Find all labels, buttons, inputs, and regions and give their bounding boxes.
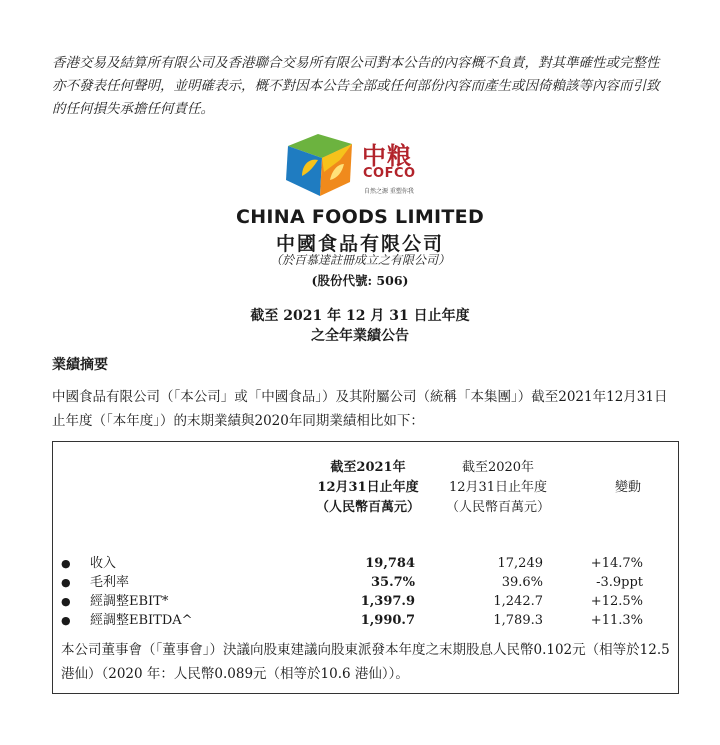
header-current-year (308, 458, 428, 518)
header-previous-line1: 截至2020年 (461, 460, 535, 475)
table-row (53, 592, 680, 612)
row-label: 經調整EBIT* (90, 594, 169, 609)
header-change: 變動 (614, 480, 641, 495)
disclaimer: 香港交易及結算所有限公司及香港聯合交易所有限公司對本公告的內容概不負責，對其準確性或完整性亦不發表任何聲明，並明確表示，概不對因本公告全部或任何部份內容而產生或因倚賴該等內容而引致的任何損失承擔任何責任。 (52, 55, 660, 117)
header-current-line3: （人民幣百萬元） (315, 500, 420, 515)
value-current: 19,784 (365, 556, 415, 571)
value-current: 1,397.9 (360, 594, 415, 609)
stock-code: (股份代號: 506) (311, 273, 409, 288)
value-previous: 1,789.3 (493, 613, 543, 628)
announcement-title-line1: 截至 2021 年 12 月 31 日止年度 (250, 308, 470, 324)
header-current-line2: 12月31日止年度 (317, 480, 419, 495)
bullet: ● (61, 576, 71, 589)
bullet: ● (61, 595, 71, 608)
row-label: 收入 (90, 556, 117, 571)
table-row (53, 554, 680, 574)
bullet: ● (61, 557, 71, 570)
value-current: 1,990.7 (360, 613, 415, 628)
header-previous-line3: （人民幣百萬元） (445, 500, 550, 515)
row-label: 毛利率 (90, 575, 130, 590)
header-previous-year (438, 458, 558, 518)
value-previous: 39.6% (501, 575, 543, 590)
company-name-zh: 中國食品有限公司 (275, 233, 444, 255)
header-current-line1: 截至2021年 (330, 460, 406, 475)
incorporation-note: （於百慕達註冊成立之有限公司） (269, 253, 450, 267)
value-change: +14.7% (590, 556, 643, 571)
logo-english-text: COFCO (363, 166, 416, 181)
table-row (53, 611, 680, 631)
value-change: +12.5% (590, 594, 643, 609)
dividend-paragraph: 本公司董事會（「董事會」）決議向股東建議向股東派發本年度之末期股息人民幣0.102元（相等於12.5港仙）（2020 年：人民幣0.089元（相等於10.6 港仙））。 (61, 642, 670, 682)
announcement-title-line2: 之全年業績公告 (311, 328, 409, 344)
value-previous: 17,249 (497, 556, 543, 571)
intro-paragraph: 中國食品有限公司（「本公司」或「中國食品」）及其附屬公司（統稱「本集團」）截至2021年12月31日止年度（「本年度」）的末期業績與2020年同期業績相比如下： (52, 389, 668, 429)
value-change: -3.9ppt (596, 575, 643, 590)
row-label: 經調整EBITDA^ (90, 613, 193, 628)
logo-tagline: 自然之源 重塑你我 (364, 188, 414, 195)
value-current: 35.7% (370, 575, 415, 590)
value-previous: 1,242.7 (493, 594, 543, 609)
bullet: ● (61, 614, 71, 627)
section-title: 業績摘要 (52, 357, 108, 373)
header-previous-line2: 12月31日止年度 (448, 480, 548, 495)
value-change: +11.3% (590, 613, 643, 628)
company-name-en: CHINA FOODS LIMITED (235, 206, 485, 228)
cofco-cube-icon (280, 130, 358, 200)
results-summary-box (52, 441, 679, 694)
logo-chinese-text: 中粮 (362, 142, 412, 170)
table-row (53, 573, 680, 593)
cofco-logo (280, 130, 430, 200)
